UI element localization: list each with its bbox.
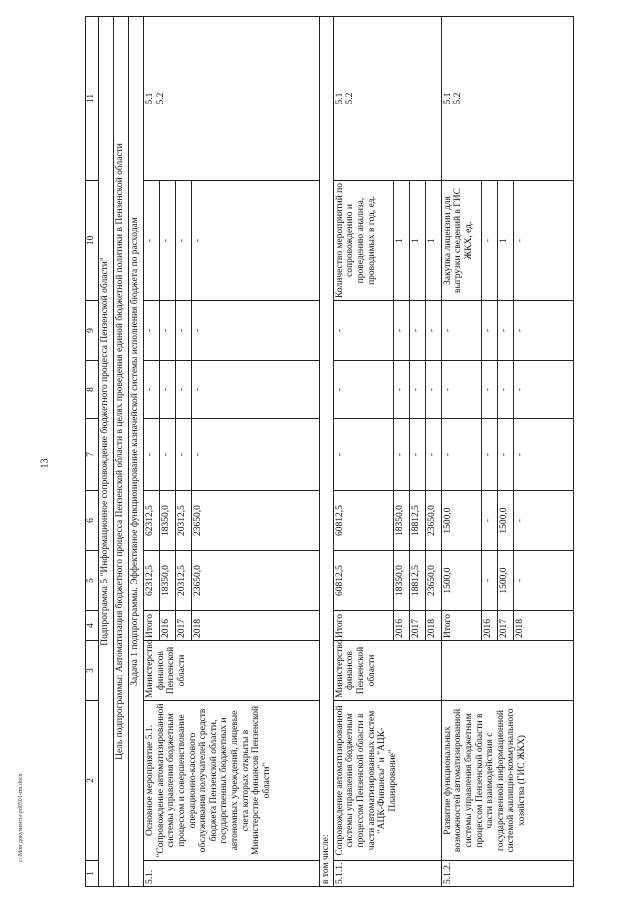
value-cell: 20312,5 (176, 551, 192, 611)
activity-name: Развитие функциональных возможностей автоматизированной системы управления бюджетным процессом Пензенской области в части взаимодействия с государственной информационной системой жилищно-коммунального хозяйства (ГИС ЖКХ) (441, 701, 573, 861)
value-cell: - (144, 301, 160, 361)
value-cell: - (425, 361, 441, 419)
value-cell: - (409, 419, 425, 491)
value-cell: 1500,0 (441, 551, 481, 611)
indicator-description: Закупка лицензии для выгрузки сведений в ГИС ЖКХ, ед. (441, 181, 481, 301)
value-cell: - (333, 419, 393, 491)
value-cell: 1 (425, 181, 441, 301)
col-num-9: 9 (86, 301, 99, 361)
value-cell: - (192, 301, 320, 361)
value-cell: 1500,0 (497, 491, 513, 551)
indicator-ref: 5.1 5.2 (144, 17, 320, 181)
value-cell: 62312,5 (144, 491, 160, 551)
value-cell: - (513, 181, 573, 301)
value-cell: - (513, 419, 573, 491)
col-num-1: 1 (86, 861, 99, 887)
col-num-7: 7 (86, 419, 99, 491)
page-number: 13 (39, 458, 51, 469)
value-cell: - (481, 551, 497, 611)
executor-empty (441, 641, 573, 701)
row-number: 5.1. (144, 861, 320, 887)
year-cell: Итого (144, 611, 160, 641)
value-cell: 1 (393, 181, 409, 301)
year-cell: Итого (441, 611, 481, 641)
year-cell: 2018 (425, 611, 441, 641)
value-cell: - (409, 301, 425, 361)
col-num-3: 3 (86, 641, 99, 701)
value-cell: 18812,5 (409, 551, 425, 611)
year-cell: 2018 (513, 611, 573, 641)
value-cell: - (513, 491, 573, 551)
col-num-8: 8 (86, 361, 99, 419)
value-cell: - (481, 419, 497, 491)
value-cell: - (160, 419, 176, 491)
value-cell: 18350,0 (393, 491, 409, 551)
table-row (144, 17, 160, 887)
value-cell: - (176, 181, 192, 301)
value-cell: 60812,5 (333, 491, 393, 551)
activity-name: Сопровождение автоматизированной системы управления бюджетным процессом Пензенской области в части автоматизированных систем "АЦК-Финансы" и "АЦК-Планирование" (333, 701, 441, 861)
value-cell: - (481, 181, 497, 301)
activity-name: Основное мероприятие 5.1. "Сопровождение автоматизированной системы управления бюджетным процессом и совершенствование операционно-кассового обслуживания получателей средств бюджета Пензенской области, государственных бюджетных и автономных учреждений, лицевые счета которых открыты в Министерстве финансов Пензенской области" (144, 701, 320, 861)
value-cell: - (513, 301, 573, 361)
rotated-table-container (85, 17, 625, 887)
year-cell: 2016 (393, 611, 409, 641)
value-cell: - (160, 181, 176, 301)
value-cell: - (441, 419, 481, 491)
value-cell: - (441, 301, 481, 361)
value-cell: - (176, 301, 192, 361)
column-number-row (86, 17, 99, 887)
year-cell: 2016 (160, 611, 176, 641)
value-cell: - (176, 361, 192, 419)
value-cell: 60812,5 (333, 551, 393, 611)
col-num-2: 2 (86, 701, 99, 861)
col-num-10: 10 (86, 181, 99, 301)
value-cell: - (144, 181, 160, 301)
subprogram-goal: Цель подпрограммы: Автоматизация бюджетного процесса Пензенской области в целях проведения единой бюджетной политики в Пензенской области (114, 17, 129, 887)
executor: Министерство финансов Пензенской области (333, 641, 441, 701)
value-cell: - (409, 361, 425, 419)
task-title: Задача 1 подпрограммы. Эффективное функционирование казначейской системы исполнения бюджета по расходам (129, 17, 144, 887)
col-num-6: 6 (86, 491, 99, 551)
value-cell: - (393, 361, 409, 419)
value-cell: - (192, 361, 320, 419)
value-cell: - (497, 361, 513, 419)
value-cell: - (160, 301, 176, 361)
value-cell: - (144, 419, 160, 491)
value-cell: - (481, 361, 497, 419)
year-cell: Итого (333, 611, 393, 641)
executor: Министерство финансов Пензенской области (144, 641, 320, 701)
year-cell: 2017 (176, 611, 192, 641)
col-num-11: 11 (86, 17, 99, 181)
value-cell: - (333, 361, 393, 419)
value-cell: 1500,0 (441, 491, 481, 551)
value-cell: - (160, 361, 176, 419)
value-cell: - (393, 419, 409, 491)
footer-path: c:\Мои документы\pd0501-rm.docx (18, 773, 24, 862)
value-cell: 1500,0 (497, 551, 513, 611)
value-cell: 23650,0 (425, 551, 441, 611)
value-cell: - (333, 301, 393, 361)
indicator-description: Количество мероприятий по сопровождению и проведению анализа, проводимых в год, ед. (333, 181, 393, 301)
value-cell: 18350,0 (160, 551, 176, 611)
value-cell: - (497, 301, 513, 361)
value-cell: - (425, 419, 441, 491)
row-number: 5.1.2. (441, 861, 573, 887)
value-cell: 18812,5 (409, 491, 425, 551)
value-cell: - (425, 301, 441, 361)
year-cell: 2018 (192, 611, 320, 641)
value-cell: - (513, 551, 573, 611)
year-cell: 2017 (409, 611, 425, 641)
value-cell: - (497, 419, 513, 491)
indicator-ref: 5.1 5.2 (333, 17, 441, 181)
value-cell: - (192, 181, 320, 301)
row-number: 5.1.1. (333, 861, 441, 887)
value-cell: 23650,0 (425, 491, 441, 551)
value-cell: 18350,0 (393, 551, 409, 611)
value-cell: - (441, 361, 481, 419)
subprogram-title: Подпрограмма 5 "Информационное сопровождение бюджетного процесса Пензенской области" (99, 17, 114, 887)
value-cell: - (393, 301, 409, 361)
col-num-4: 4 (86, 611, 99, 641)
program-table (85, 16, 574, 887)
value-cell: 1 (409, 181, 425, 301)
year-cell: 2017 (497, 611, 513, 641)
value-cell: - (481, 491, 497, 551)
value-cell: 62312,5 (144, 551, 160, 611)
value-cell: - (192, 419, 320, 491)
value-cell: 18350,0 (160, 491, 176, 551)
indicator-ref: 5.1 5.2 (441, 17, 573, 181)
value-cell: 23650,0 (192, 551, 320, 611)
value-cell: - (481, 301, 497, 361)
value-cell: - (176, 419, 192, 491)
value-cell: 20312,5 (176, 491, 192, 551)
value-cell: - (144, 361, 160, 419)
value-cell: 1 (497, 181, 513, 301)
in-total-label: в том числе: (320, 17, 334, 887)
value-cell: - (513, 361, 573, 419)
col-num-5: 5 (86, 551, 99, 611)
year-cell: 2016 (481, 611, 497, 641)
value-cell: 23650,0 (192, 491, 320, 551)
